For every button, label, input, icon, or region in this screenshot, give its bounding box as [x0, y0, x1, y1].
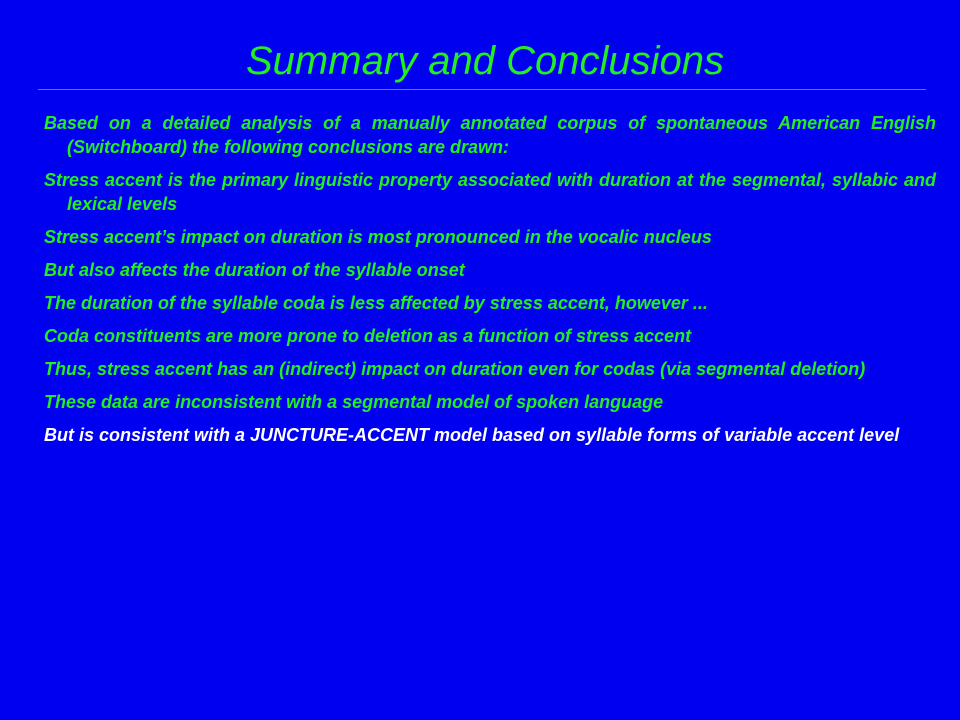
- slide-title: Summary and Conclusions: [246, 39, 724, 83]
- bullet-item: Stress accent’s impact on duration is most pronounced in the vocalic nucleus: [44, 227, 712, 247]
- bullet-item: Coda constituents are more prone to deletion as a function of stress accent: [44, 326, 692, 346]
- bullet-list: [44, 111, 936, 456]
- bullet-item: But also affects the duration of the syllable onset: [44, 260, 465, 280]
- bullet-item: These data are inconsistent with a segmental model of spoken language: [44, 392, 664, 412]
- bullet-item: Based on a detailed analysis of a manually annotated corpus of spontaneous American English (Switchboard) the following conclusions are drawn:: [44, 113, 936, 157]
- bullet-item: The duration of the syllable coda is less affected by stress accent, however ...: [44, 293, 708, 313]
- bullet-item: Thus, stress accent has an (indirect) impact on duration even for codas (via segmental deletion): [44, 359, 866, 379]
- bullet-item: Stress accent is the primary linguistic property associated with duration at the segmental, syllabic and lexical levels: [44, 170, 936, 214]
- bullet-item-highlight: But is consistent with a JUNCTURE-ACCENT model based on syllable forms of variable accent level: [44, 425, 900, 445]
- title-divider: [38, 89, 926, 90]
